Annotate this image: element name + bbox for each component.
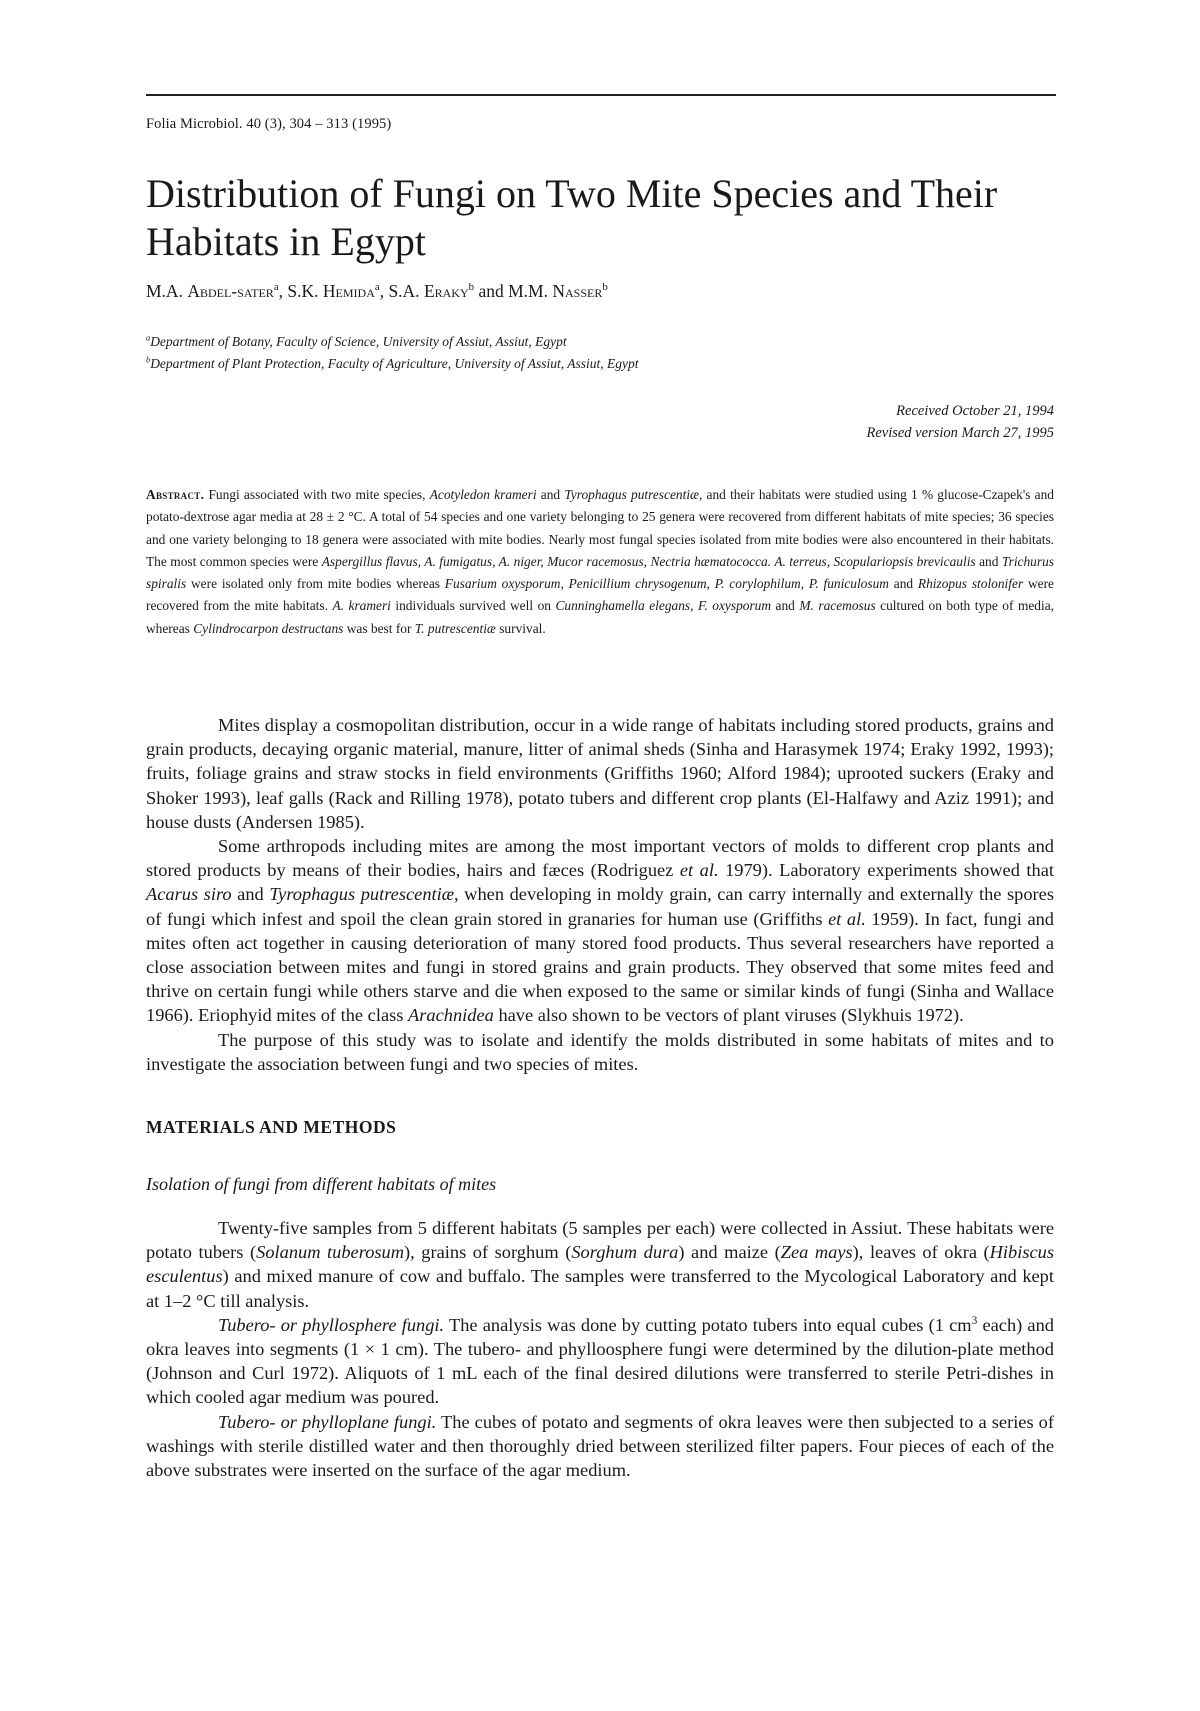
received-date: Received October 21, 1994 [896, 403, 1054, 419]
italic-run: T. putrescentiæ [414, 620, 496, 636]
body-paragraph [146, 1216, 1054, 1313]
author-surname: Abdel-sater [187, 281, 274, 301]
italic-run: Aspergillus flavus, A. fumigatus, A. niger, Mucor racemosus, Nectria hæmatococca. A. terreus, Scopulariopsis brevicaulis [321, 553, 976, 569]
text-run: ), grains of sorghum ( [404, 1242, 572, 1263]
italic-run: Tubero- or phyllosphere fungi. [218, 1314, 445, 1335]
text-run: 1979). Laboratory experiments showed that [718, 860, 1055, 881]
affiliation-mark: a [146, 333, 151, 343]
author-separator: and [474, 281, 509, 301]
author-initials: S.A. [388, 281, 424, 301]
text-run: and [536, 487, 565, 502]
author-separator: , [278, 281, 288, 301]
author-name [287, 281, 379, 301]
affiliation-mark: b [146, 355, 151, 365]
text-run: ) and maize ( [678, 1242, 781, 1263]
text-run: have also shown to be vectors of plant viruses (Slykhuis 1972). [493, 1005, 964, 1026]
text-run: 1959). In fact, fungi and mites often act together in causing deterioration of many stored food products. Thus several researchers have reported a close association between mites and fungi in stored grains and grain products. They observed that some mites feed and thrive on certain fungi while others starve and die when exposed to the same or similar kinds of fungi (Sinha and Wallace 1966). Eriophyid mites of the class [146, 908, 1055, 1026]
author-initials: M.A. [146, 281, 188, 301]
methods-body [146, 1216, 1054, 1482]
author-name [508, 281, 608, 301]
text-run: were isolated only from mite bodies whereas [186, 576, 445, 592]
italic-run: Acarus siro [146, 884, 232, 905]
affiliation-mark: a [374, 281, 380, 294]
text-run: The analysis was done by cutting potato tubers into equal cubes (1 cm [444, 1314, 972, 1335]
text-run: Twenty-five samples from 5 different habitats (5 samples per each) were collected in Assiut. These habitats were potato tubers ( [146, 1218, 1054, 1263]
italic-run: Arachnidea [408, 1005, 494, 1026]
section-heading: MATERIALS AND METHODS [146, 1117, 397, 1137]
abstract-text [146, 487, 1054, 636]
body-paragraph [146, 1410, 1054, 1483]
body-paragraph [146, 1028, 1054, 1076]
italic-run: Acotyledon krameri [429, 487, 537, 502]
author-initials: S.K. [287, 281, 323, 301]
journal-citation: Folia Microbiol. 40 (3), 304 – 313 (1995) [146, 116, 392, 132]
text-run: was best for [343, 620, 415, 636]
affiliation-mark: b [602, 281, 608, 294]
author-surname: Eraky [423, 281, 469, 301]
author-surname: Nasser [552, 281, 603, 301]
italic-run: A. krameri [332, 598, 391, 614]
italic-run: M. racemosus [799, 598, 876, 614]
author-separator: , [379, 281, 389, 301]
text-run: and [975, 553, 1002, 569]
text-run: ), leaves of okra ( [852, 1242, 990, 1263]
text-run: Fungi associated with two mite species, [204, 487, 430, 502]
affiliation-text: Department of Botany, Faculty of Science, University of Assiut, Assiut, Egypt [150, 334, 567, 349]
author-initials: M.M. [508, 281, 553, 301]
author-name [146, 281, 279, 301]
text-run: and [888, 576, 918, 592]
italic-run: Zea mays [780, 1242, 853, 1263]
abstract-label: Abstract. [146, 487, 205, 502]
author-surname: Hemida [322, 281, 375, 301]
italic-run: Tubero- or phylloplane fungi. [218, 1411, 437, 1432]
italic-run: Hibiscus esculentus [146, 1242, 1055, 1287]
italic-run: Cunninghamella elegans, F. oxysporum [555, 598, 772, 614]
text-run: individuals survived well on [390, 598, 556, 614]
affiliation-mark: b [468, 281, 475, 294]
author-name [388, 281, 474, 301]
italic-run: Sorghum dura [571, 1242, 679, 1263]
text-run: Some arthropods including mites are among the most important vectors of molds to different crop plants and stored products by means of their bodies, hairs and fæces (Rodriguez [146, 836, 1054, 881]
italic-run: Solanum tuberosum [256, 1242, 405, 1263]
affiliation-b [146, 356, 639, 372]
author-list [146, 281, 608, 302]
italic-run: Rhizopus stolonifer [917, 576, 1024, 592]
italic-run: Trichurus spiralis [146, 553, 1054, 592]
text-run: , and their habitats were studied using 1 % glucose-Czapek's and potato-dextrose agar media at 28 ± 2 °C. A total of 54 species and one variety belonging to 25 genera were recovered from different habitats of mite species; 36 species and one variety belonging to 18 genera were associated with mite bodies. Nearly most fungal species isolated from mite bodies were also encountered in their habitats. The most common species were [146, 487, 1054, 569]
italic-run: et al. [679, 860, 719, 881]
italic-run: Cylindrocarpon destructans [193, 620, 344, 636]
text-run: and [231, 884, 270, 905]
body-paragraph [146, 713, 1054, 834]
text-run: , when developing in moldy grain, can carry internally and externally the spores of fungi which infest and spoil the clean grain stored in granaries for human use (Griffiths [146, 884, 1054, 929]
affiliation-a [146, 334, 567, 350]
superscript: 3 [971, 1314, 978, 1327]
introduction [146, 713, 1054, 1076]
text-run: The purpose of this study was to isolate and identify the molds distributed in some habitats of mites and to investigate the association between fungi and two species of mites. [146, 1029, 1054, 1074]
italic-run: Fusarium oxysporum, Penicillium chrysogenum, P. corylophilum, P. funiculosum [444, 576, 889, 592]
affiliation-mark: a [273, 281, 279, 294]
revised-date: Revised version March 27, 1995 [866, 425, 1054, 441]
text-run: survival. [495, 620, 546, 636]
text-run: cultured on both type of media, whereas [146, 598, 1055, 636]
italic-run: et al. [828, 908, 866, 929]
text-run: each) and okra leaves into segments (1 × 1 cm). The tubero- and phylloosphere fungi were determined by the dilution-plate method (Johnson and Curl 1972). Aliquots of 1 mL each of the final desired dilutions were transferred to sterile Petri-dishes in which cooled agar medium was poured. [146, 1314, 1054, 1408]
body-paragraph [146, 1313, 1054, 1410]
article-title: Distribution of Fungi on Two Mite Species and Their Habitats in Egypt [146, 171, 998, 264]
text-run: ) and mixed manure of cow and buffalo. The samples were transferred to the Mycological Laboratory and kept at 1–2 °C till analysis. [146, 1266, 1054, 1311]
body-paragraph [146, 834, 1054, 1028]
affiliation-text: Department of Plant Protection, Faculty of Agriculture, University of Assiut, Assiut, Egypt [150, 356, 639, 371]
text-run: were recovered from the mite habitats. [146, 576, 1054, 614]
text-run: and [771, 598, 800, 614]
header-rule [146, 94, 1056, 96]
italic-run: Tyrophagus putrescentiæ [269, 884, 455, 905]
text-run: The cubes of potato and segments of okra leaves were then subjected to a series of washings with sterile distilled water and then thoroughly dried between sterilized filter papers. Four pieces of each of the above substrates were inserted on the surface of the agar medium. [146, 1411, 1054, 1481]
subsection-heading: Isolation of fungi from different habitats of mites [146, 1174, 497, 1194]
italic-run: Tyrophagus putrescentiæ [564, 487, 699, 502]
text-run: Mites display a cosmopolitan distribution, occur in a wide range of habitats including stored products, grains and grain products, decaying organic material, manure, litter of animal sheds (Sinha and Harasymek 1974; Eraky 1992, 1993); fruits, foliage grains and straw stocks in field environments (Griffiths 1960; Alford 1984); uprooted suckers (Eraky and Shoker 1993), leaf galls (Rack and Rilling 1978), potato tubers and different crop plants (El-Halfawy and Aziz 1991); and house dusts (Andersen 1985). [146, 715, 1054, 832]
abstract [146, 484, 1054, 640]
